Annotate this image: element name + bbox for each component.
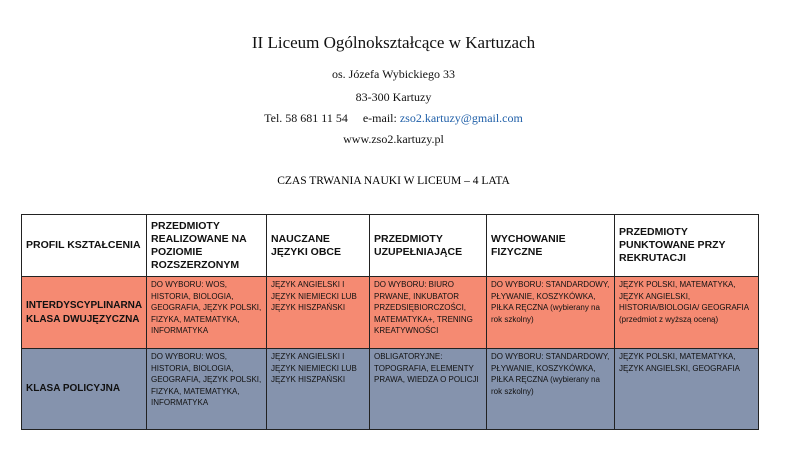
physical-education — [487, 277, 615, 349]
phone-label: Tel. — [264, 111, 283, 125]
phone-number: 58 681 11 54 — [285, 111, 348, 125]
pe-options: DO WYBORU: STANDARDOWY, PŁYWANIE, KOSZYKÓWKA, PIŁKA RĘCZNA — [491, 280, 610, 312]
study-duration-note: CZAS TRWANIA NAUKI W LICEUM – 4 LATA — [277, 175, 510, 187]
header-languages: NAUCZANE JĘZYKI OBCE — [267, 215, 370, 277]
supplementary-subjects: OBLIGATORYJNE: TOPOGRAFIA, ELEMENTY PRAWA, WIEDZA O POLICJI — [370, 349, 487, 430]
scored-note: (przedmiot z wyższą oceną) — [619, 314, 719, 324]
languages: JĘZYK ANGIELSKI I JĘZYK NIEMIECKI LUB JĘZYK HISZPAŃSKI — [267, 349, 370, 430]
scored-list: JĘZYK POLSKI, MATEMATYKA, JĘZYK ANGIELSKI, HISTORIA/BIOLOGIA/ GEOGRAFIA — [619, 280, 749, 312]
email-link[interactable]: zso2.kartuzy@gmail.com — [399, 111, 523, 125]
pe-options: DO WYBORU: STANDARDOWY, PŁYWANIE, KOSZYKÓWKA, PIŁKA RĘCZNA — [491, 352, 610, 384]
address-city: 83-300 Kartuzy — [355, 90, 432, 104]
scored-subjects — [615, 277, 759, 349]
website: www.zso2.kartuzy.pl — [343, 132, 444, 146]
contact-line — [0, 111, 787, 126]
header-extended-subjects: PRZEDMIOTY REALIZOWANE NA POZIOMIE ROZSZERZONYM — [147, 215, 267, 277]
profile-name: KLASA POLICYJNA — [22, 349, 147, 430]
school-name: II Liceum Ogólnokształcące w Kartuzach — [251, 33, 536, 52]
pe-note: (wybierany na rok szkolny) — [491, 375, 600, 396]
header-scored-subjects: PRZEDMIOTY PUNKTOWANE PRZY REKRUTACJI — [615, 215, 759, 277]
header-supplementary: PRZEDMIOTY UZUPEŁNIAJĄCE — [370, 215, 487, 277]
address-street: os. Józefa Wybickiego 33 — [331, 67, 456, 81]
email-label: e-mail: — [362, 111, 397, 125]
scored-subjects: JĘZYK POLSKI, MATEMATYKA, JĘZYK ANGIELSKI, GEOGRAFIA — [615, 349, 759, 430]
extended-subjects: DO WYBORU: WOS, HISTORIA, BIOLOGIA, GEOGRAFIA, JĘZYK POLSKI, FIZYKA, MATEMATYKA, INFORMATYKA — [147, 349, 267, 430]
profiles-table — [21, 214, 759, 430]
physical-education — [487, 349, 615, 430]
supplementary-subjects: DO WYBORU: BIURO PRWANE, INKUBATOR PRZEDSIĘBIORCZOŚCI, MATEMATYKA+, TRENING KREATYWNOŚCI — [370, 277, 487, 349]
table-row-police — [22, 349, 759, 430]
header-physical-education: WYCHOWANIE FIZYCZNE — [487, 215, 615, 277]
table-row-interdisciplinary — [22, 277, 759, 349]
profile-name: INTERDYSCYPLINARNA KLASA DWUJĘZYCZNA — [22, 277, 147, 349]
extended-subjects: DO WYBORU: WOS, HISTORIA, BIOLOGIA, GEOGRAFIA, JĘZYK POLSKI, FIZYKA, MATEMATYKA, INFORMATYKA — [147, 277, 267, 349]
table-header-row — [22, 215, 759, 277]
languages: JĘZYK ANGIELSKI I JĘZYK NIEMIECKI LUB JĘZYK HISZPAŃSKI — [267, 277, 370, 349]
header-profile: PROFIL KSZTAŁCENIA — [22, 215, 147, 277]
pe-note: (wybierany na rok szkolny) — [491, 303, 600, 324]
